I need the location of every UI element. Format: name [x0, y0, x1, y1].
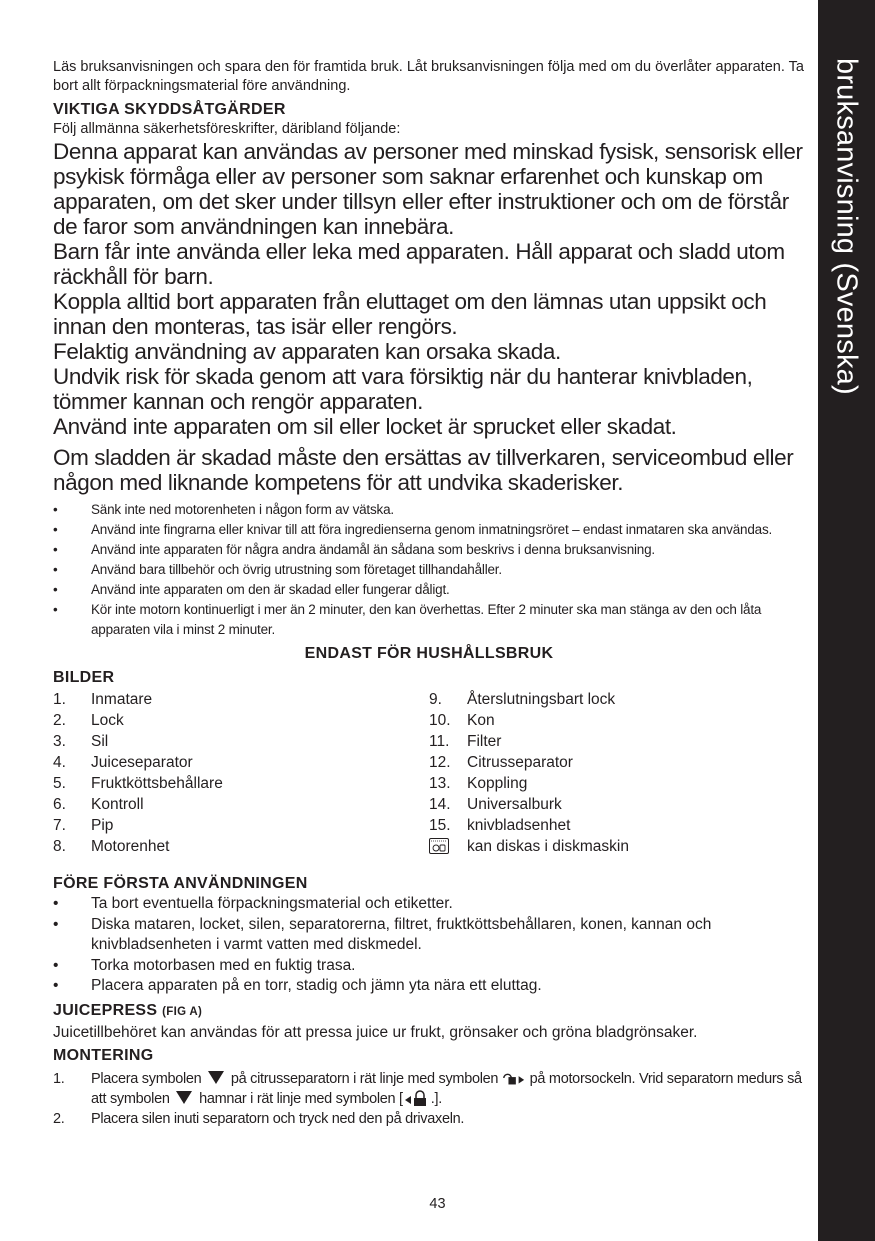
- part-label: Sil: [91, 733, 109, 750]
- part-item: [429, 773, 805, 794]
- bullet-item: • Kör inte motorn kontinuerligt i mer än 2 minuter, den kan överhettas. Efter 2 minuter ska man stänga av den och låta apparaten vila i minst 2 minuter.: [53, 600, 805, 640]
- step-text: Placera silen inuti separatorn och tryck ned den på drivaxeln.: [91, 1110, 465, 1127]
- part-label: Filter: [467, 733, 502, 750]
- parts-list: [53, 689, 805, 857]
- large-paragraph: Använd inte apparaten om sil eller locket är sprucket eller skadat.: [53, 414, 677, 439]
- large-paragraph: Felaktig användning av apparaten kan orsaka skada.: [53, 339, 561, 364]
- intro-text: Läs bruksanvisningen och spara den för framtida bruk. Låt bruksanvisningen följa med om du överlåter apparaten. Ta bort allt förpackningsmaterial före användning.: [53, 59, 804, 94]
- part-label: Motorenhet: [91, 838, 170, 855]
- part-label: Inmatare: [91, 691, 153, 708]
- part-number: 11.: [429, 733, 450, 750]
- part-label: Pip: [91, 817, 114, 834]
- part-number: 6.: [53, 796, 66, 813]
- part-number: 4.: [53, 754, 66, 771]
- part-number: 9.: [429, 691, 442, 708]
- step-number: 1.: [53, 1070, 65, 1087]
- part-label: knivbladsenhet: [467, 817, 571, 834]
- lock-arrow-icon: [403, 1090, 431, 1106]
- part-item: [53, 836, 429, 857]
- part-label: Universalburk: [467, 796, 562, 813]
- down-triangle-icon: [176, 1091, 192, 1104]
- part-item: [429, 731, 805, 752]
- step-text-a: Placera symbolen: [91, 1070, 202, 1087]
- parts-column-left: [53, 689, 429, 857]
- figure-reference: (FIG A): [162, 1005, 203, 1018]
- step-text-c: på motorsockeln. Vrid separatorn medurs så att symbolen: [91, 1070, 802, 1107]
- step-number: 2.: [53, 1110, 65, 1127]
- bullet-item: • Torka motorbasen med en fuktig trasa.: [53, 956, 805, 977]
- dishwasher-label: kan diskas i diskmaskin: [467, 838, 629, 855]
- safety-subheading: Följ allmänna säkerhetsföreskrifter, däribland följande:: [53, 121, 401, 137]
- part-item: [53, 731, 429, 752]
- bullet-item: • Använd inte fingrarna eller knivar till att föra ingredienserna genom inmatningsröret – endast inmataren ska användas.: [53, 520, 805, 540]
- part-label: Citrusseparator: [467, 754, 573, 771]
- step-text-d: hamnar i rät linje med symbolen [: [199, 1090, 403, 1107]
- unlock-arrow-icon: [502, 1070, 526, 1086]
- juicepress-title: JUICEPRESS: [53, 1001, 158, 1019]
- juicepress-heading: [53, 1000, 805, 1023]
- part-number: 5.: [53, 775, 66, 792]
- part-item: [429, 752, 805, 773]
- bullet-item: • Använd bara tillbehör och övrig utrustning som företaget tillhandahåller.: [53, 560, 805, 580]
- bullet-item: • Ta bort eventuella förpackningsmaterial och etiketter.: [53, 894, 805, 915]
- part-item: [429, 794, 805, 815]
- part-label: Återslutningsbart lock: [467, 691, 616, 708]
- part-number: 15.: [429, 817, 451, 834]
- assembly-steps: [53, 1069, 805, 1129]
- assembly-step: [53, 1109, 805, 1129]
- safety-heading: VIKTIGA SKYDDSÅTGÄRDER: [53, 101, 286, 118]
- large-paragraph: Denna apparat kan användas av personer med minskad fysisk, sensorisk eller psykisk förmåga eller av personer som saknar erfarenhet och kunskap om apparaten, om det sker under tillsyn eller efter instruktioner och om de förstår de faror som användningen kan innebära.: [53, 139, 803, 239]
- bullet-item: • Diska mataren, locket, silen, separatorerna, filtret, fruktköttsbehållaren, konen, kannan och knivbladsenheten i varmt vatten med diskmedel.: [53, 915, 805, 956]
- step-text-e: .].: [430, 1090, 442, 1107]
- part-item: [53, 815, 429, 836]
- part-number: 13.: [429, 775, 451, 792]
- part-item: [53, 794, 429, 815]
- large-paragraph: Om sladden är skadad måste den ersättas av tillverkaren, serviceombud eller någon med liknande kompetens för att undvika skaderisker.: [53, 445, 794, 495]
- page-content: [53, 58, 805, 1129]
- part-number: 14.: [429, 796, 451, 813]
- part-number: 12.: [429, 754, 451, 771]
- bullet-item: • Använd inte apparaten om den är skadad eller fungerar dåligt.: [53, 580, 805, 600]
- large-paragraph: Undvik risk för skada genom att vara försiktig när du hanterar knivbladen, tömmer kannan och rengör apparaten.: [53, 364, 753, 414]
- bullet-item: • Använd inte apparaten för några andra ändamål än sådana som beskrivs i denna bruksanvisning.: [53, 540, 805, 560]
- bullet-item: • Placera apparaten på en torr, stadig och jämn yta nära ett eluttag.: [53, 976, 805, 997]
- part-number: 10.: [429, 712, 451, 729]
- assembly-step: [53, 1069, 805, 1109]
- dishwasher-icon: [429, 838, 449, 854]
- first-use-heading: FÖRE FÖRSTA ANVÄNDNINGEN: [53, 875, 308, 892]
- dishwasher-icon-wrap: [429, 836, 467, 857]
- part-number: 3.: [53, 733, 66, 750]
- part-label: Koppling: [467, 775, 528, 792]
- part-item: [53, 773, 429, 794]
- parts-heading: BILDER: [53, 669, 115, 686]
- part-label: Kontroll: [91, 796, 144, 813]
- safety-bullet-list: [53, 500, 805, 640]
- part-label: Juiceseparator: [91, 754, 193, 771]
- part-number: 8.: [53, 838, 66, 855]
- household-use-heading: ENDAST FÖR HUSHÅLLSBRUK: [304, 645, 554, 662]
- juicepress-text: Juicetillbehöret kan användas för att pressa juice ur frukt, grönsaker och gröna bladgrönsaker.: [53, 1023, 698, 1041]
- parts-column-right: [429, 689, 805, 857]
- part-item: [429, 815, 805, 836]
- part-item: [429, 689, 805, 710]
- bullet-item: • Sänk inte ned motorenheten i någon form av vätska.: [53, 500, 805, 520]
- large-paragraph: Barn får inte använda eller leka med apparaten. Håll apparat och sladd utom räckhåll för barn.: [53, 239, 785, 289]
- part-item: [53, 752, 429, 773]
- part-number: 7.: [53, 817, 66, 834]
- sidebar-title: bruksanvisning (Svenska): [830, 58, 863, 395]
- assembly-heading: MONTERING: [53, 1046, 154, 1064]
- safety-large-paragraphs: [53, 139, 805, 495]
- part-label: Kon: [467, 712, 495, 729]
- part-number: 1.: [53, 691, 66, 708]
- large-paragraph: Koppla alltid bort apparaten från eluttaget om den lämnas utan uppsikt och innan den monteras, tas isär eller rengörs.: [53, 289, 767, 339]
- dishwasher-note: [429, 836, 805, 857]
- part-number: 2.: [53, 712, 66, 729]
- part-label: Fruktköttsbehållare: [91, 775, 223, 792]
- part-label: Lock: [91, 712, 124, 729]
- part-item: [53, 710, 429, 731]
- first-use-list: [53, 894, 805, 997]
- step-text-b: på citrusseparatorn i rät linje med symbolen: [230, 1070, 499, 1087]
- down-triangle-icon: [208, 1071, 224, 1084]
- page-number: 43: [429, 1196, 446, 1212]
- part-item: [429, 710, 805, 731]
- part-item: [53, 689, 429, 710]
